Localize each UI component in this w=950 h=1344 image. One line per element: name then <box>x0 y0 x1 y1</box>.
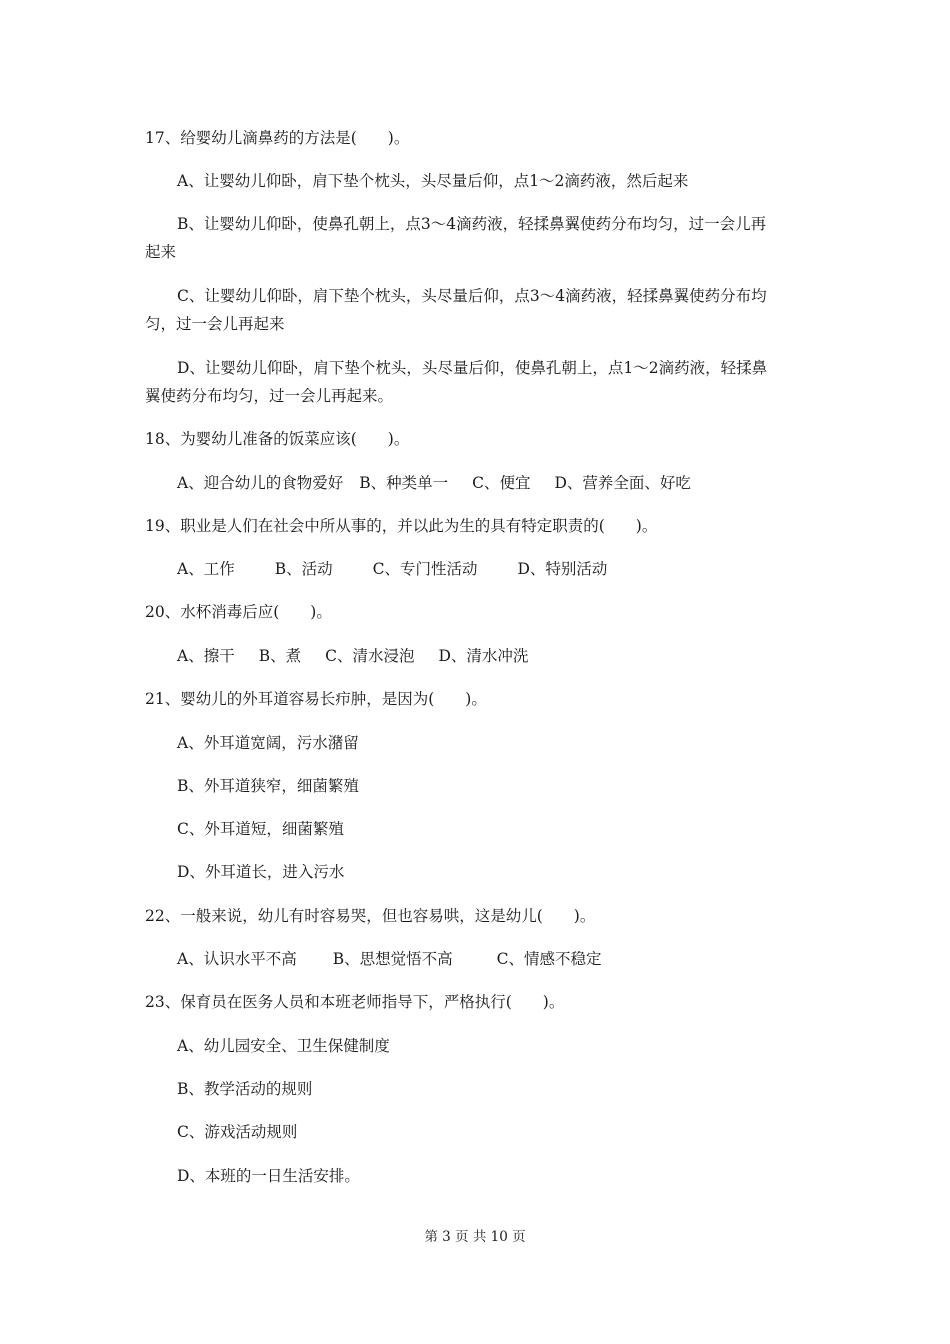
q23-option-d: D、本班的一日生活安排。 <box>177 1167 360 1185</box>
q20-option-a: A、擦干 <box>177 647 235 665</box>
page-footer: 第 3 页 共 10 页 <box>424 1229 526 1245</box>
q19-stem: 19、职业是人们在社会中所从事的，并以此为生的具有特定职责的( )。 <box>145 517 658 535</box>
q19-option-a: A、工作 <box>177 560 235 578</box>
q21-option-b: B、外耳道狭窄，细菌繁殖 <box>177 777 359 795</box>
q21-stem: 21、婴幼儿的外耳道容易长疖肿，是因为( )。 <box>145 690 487 708</box>
q18-option-b: B、种类单一 <box>359 474 449 492</box>
q17-stem: 17、给婴幼儿滴鼻药的方法是( )。 <box>145 129 410 147</box>
q17-option-c-line1: C、让婴幼儿仰卧，肩下垫个枕头，头尽量后仰，点3～4滴药液，轻揉鼻翼使药分布均 <box>177 287 767 305</box>
q23-option-b: B、教学活动的规则 <box>177 1080 313 1098</box>
q17-option-d-line2: 翼使药分布均匀，过一会儿再起来。 <box>145 387 394 405</box>
q18-option-d: D、营养全面、好吃 <box>554 474 691 492</box>
q23-option-c: C、游戏活动规则 <box>177 1123 298 1141</box>
q17-option-b-line2: 起来 <box>145 243 177 261</box>
q17-option-b-line1: B、让婴幼儿仰卧，使鼻孔朝上，点3～4滴药液，轻揉鼻翼使药分布均匀，过一会儿再 <box>177 215 767 233</box>
q22-option-a: A、认识水平不高 <box>177 950 297 968</box>
q18-stem: 18、为婴幼儿准备的饭菜应该( )。 <box>145 430 410 448</box>
q21-option-a: A、外耳道宽阔，污水潴留 <box>177 734 359 752</box>
q20-option-d: D、清水冲洗 <box>438 647 529 665</box>
q18-option-a: A、迎合幼儿的食物爱好 <box>177 474 344 492</box>
q19-option-b: B、活动 <box>274 560 333 578</box>
q20-option-c: C、清水浸泡 <box>325 647 415 665</box>
q23-option-a: A、幼儿园安全、卫生保健制度 <box>177 1037 390 1055</box>
q20-stem: 20、水杯消毒后应( )。 <box>145 603 332 621</box>
q19-option-d: D、特别活动 <box>517 560 608 578</box>
q19-option-c: C、专门性活动 <box>372 560 478 578</box>
q18-option-c: C、便宜 <box>472 474 531 492</box>
q22-options <box>177 949 810 969</box>
q21-option-d: D、外耳道长，进入污水 <box>177 863 345 881</box>
q20-option-b: B、煮 <box>258 647 302 665</box>
q21-option-c: C、外耳道短，细菌繁殖 <box>177 820 344 838</box>
q19-options <box>177 559 810 579</box>
q22-option-b: B、思想觉悟不高 <box>332 950 453 968</box>
q17-option-c-line2: 匀，过一会儿再起来 <box>145 315 285 333</box>
q22-option-c: C、情感不稳定 <box>496 950 602 968</box>
q20-options <box>177 646 810 666</box>
q17-option-a: A、让婴幼儿仰卧，肩下垫个枕头，头尽量后仰，点1～2滴药液，然后起来 <box>177 172 689 190</box>
q22-stem: 22、一般来说，幼儿有时容易哭，但也容易哄，这是幼儿( )。 <box>145 907 596 925</box>
q17-option-d-line1: D、让婴幼儿仰卧，肩下垫个枕头，头尽量后仰，使鼻孔朝上，点1～2滴药液，轻揉鼻 <box>177 359 768 377</box>
q18-options <box>177 473 810 493</box>
q23-stem: 23、保育员在医务人员和本班老师指导下，严格执行( )。 <box>145 993 565 1011</box>
